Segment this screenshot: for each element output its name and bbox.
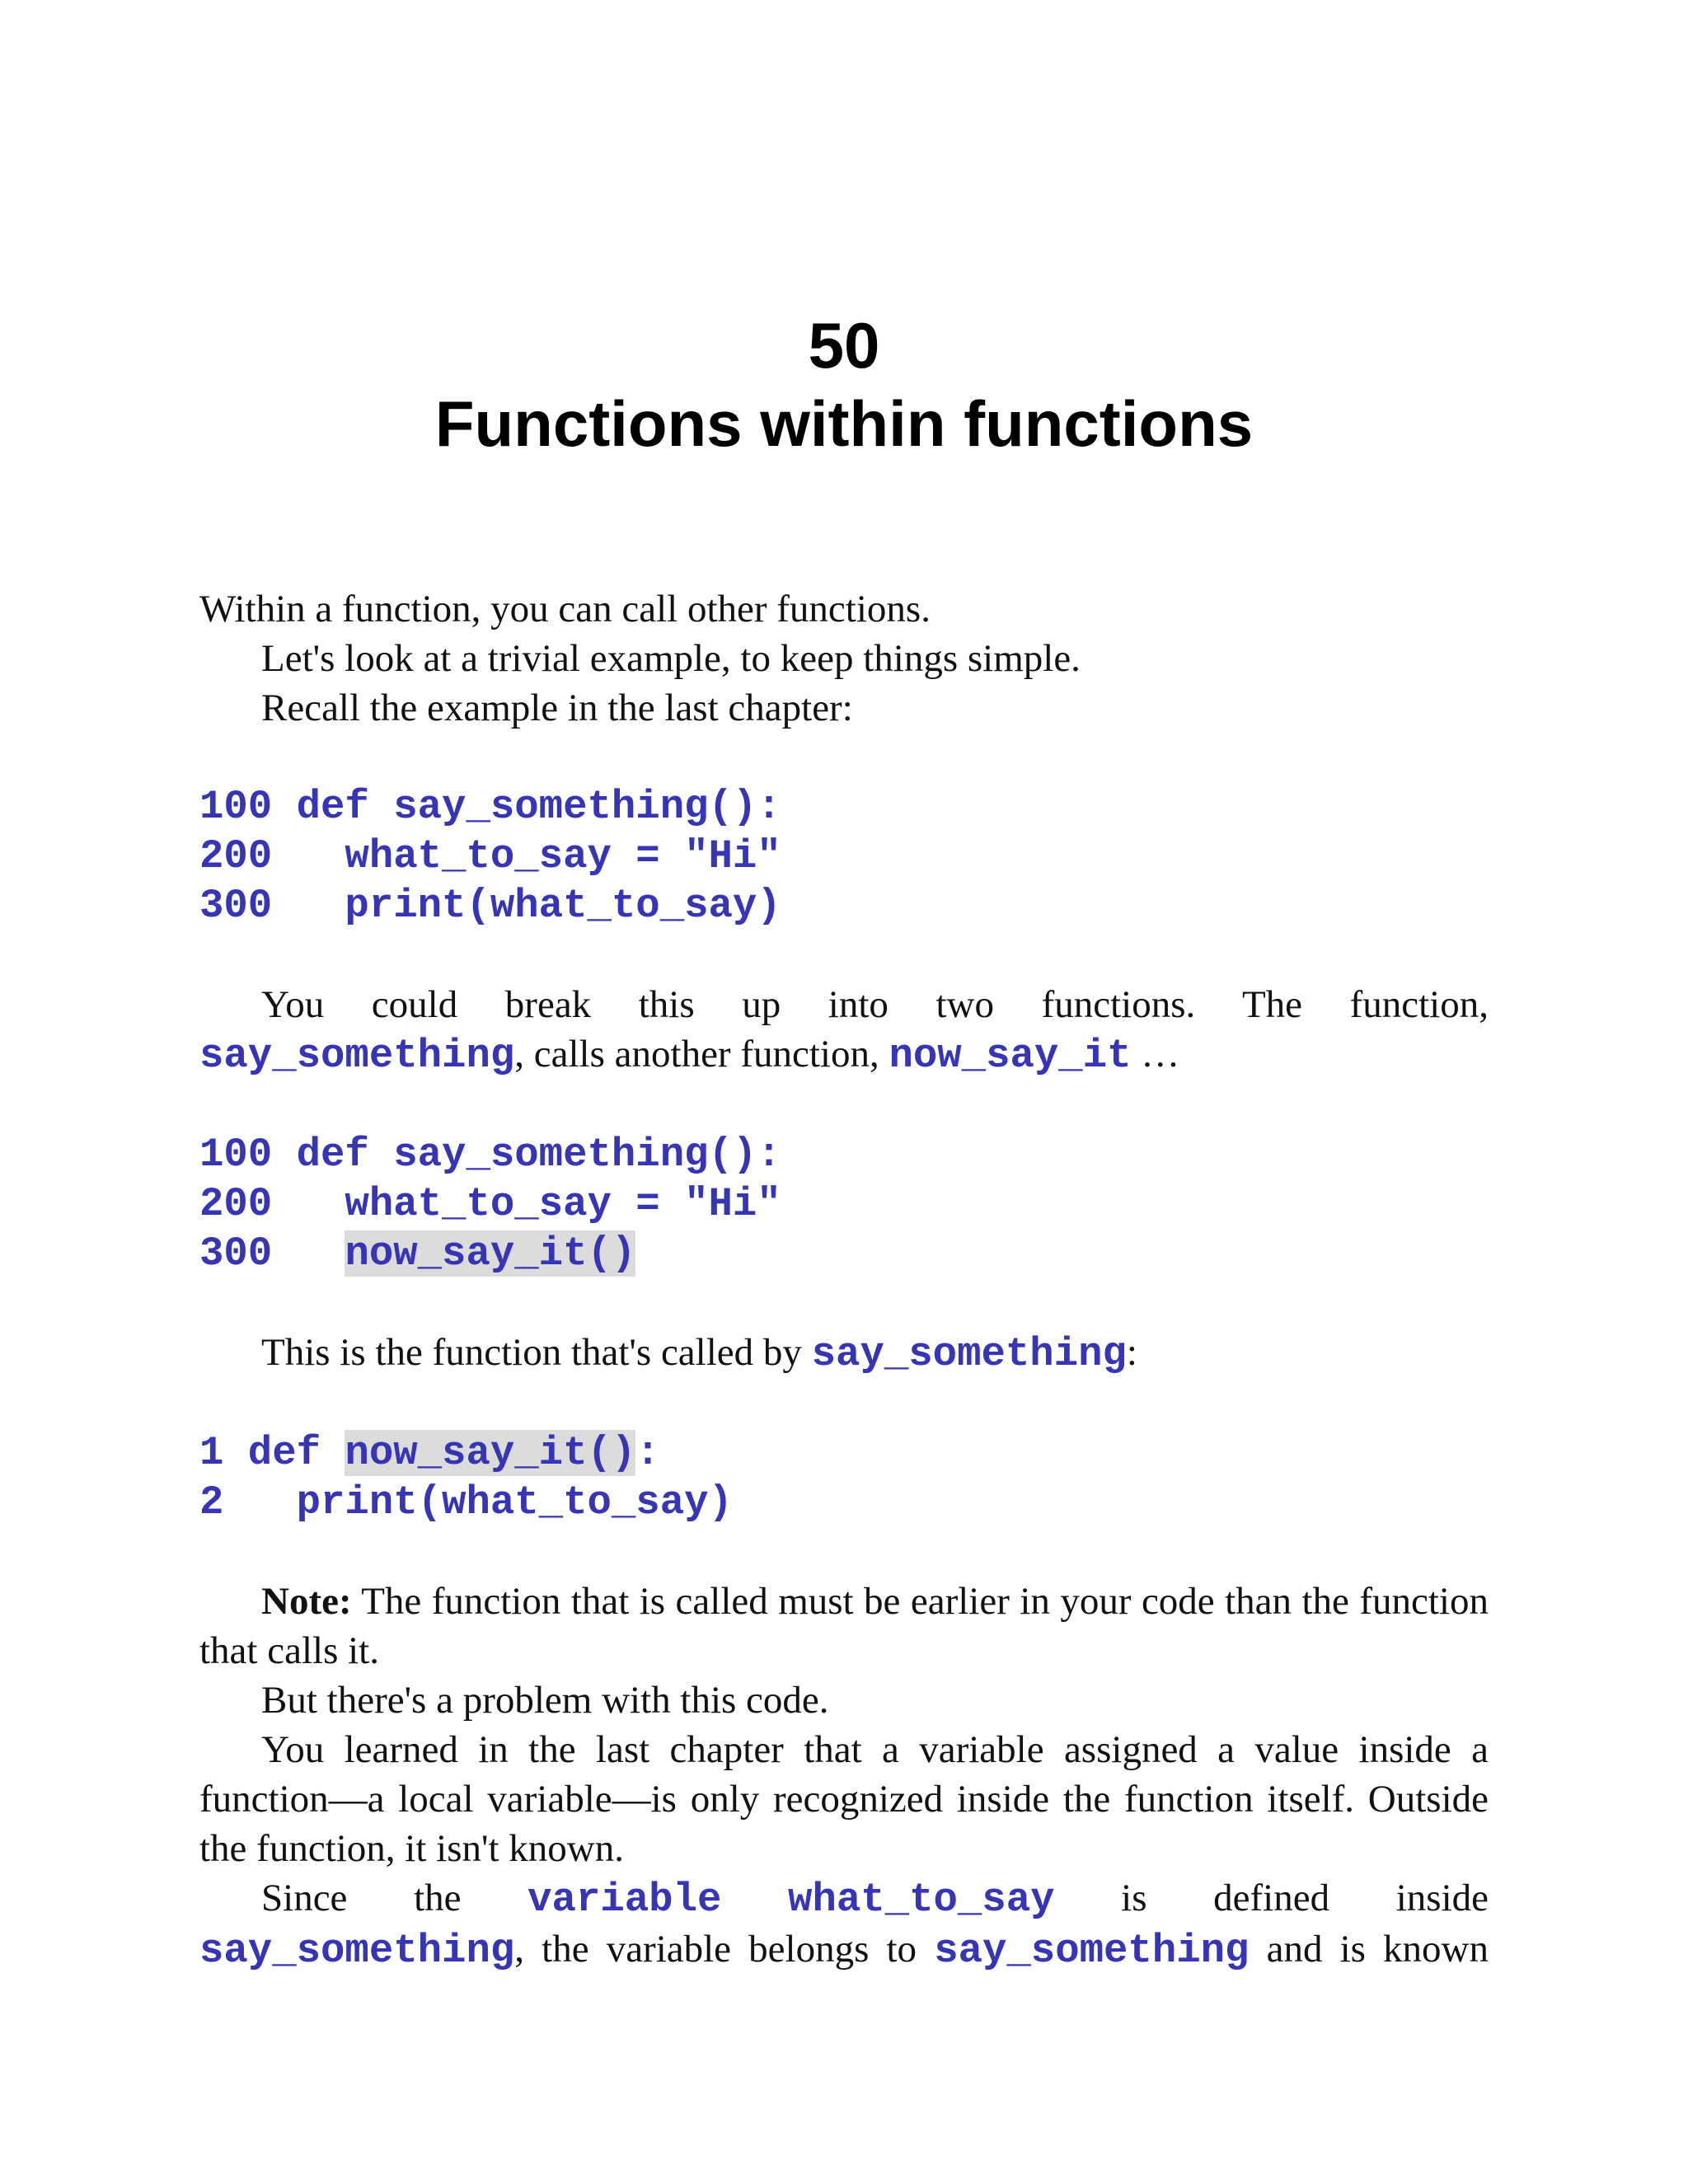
paragraph: But there's a problem with this code.: [261, 1679, 829, 1722]
code-line: 100 def say_something():: [199, 784, 781, 830]
inline-code: now_say_it: [889, 1033, 1132, 1079]
paragraph: You could break this up into two functions. The function,: [261, 983, 1489, 1026]
code-line: 200 what_to_say = "Hi": [199, 1181, 781, 1227]
chapter-number: 50: [808, 309, 880, 382]
code-line: 300 now_say_it(): [199, 1230, 636, 1277]
code-line: 1 def now_say_it():: [199, 1430, 660, 1476]
code-block: [199, 1130, 1489, 1278]
paragraph: say_something, calls another function, now_say_it …: [199, 1033, 1180, 1079]
paragraph: This is the function that's called by say_something:: [261, 1331, 1137, 1377]
paragraph: Within a function, you can call other functions.: [199, 588, 931, 630]
highlighted-code: now_say_it(): [345, 1430, 636, 1476]
paragraph: Note: The function that is called must be earlier in your code than the function that calls it.: [199, 1580, 1489, 1672]
paragraph: Let's look at a trivial example, to keep things simple.: [261, 637, 1081, 680]
inline-code: say_something: [934, 1928, 1250, 1974]
code-line: 2 print(what_to_say): [199, 1479, 733, 1526]
code-block: [199, 782, 1489, 930]
inline-code: say_something: [811, 1331, 1127, 1377]
note-label: Note:: [261, 1580, 352, 1623]
paragraph: You learned in the last chapter that a variable assigned a value inside a function—a local variable—is only recognized inside the function itself. Outside the function, it isn't known.: [199, 1728, 1489, 1870]
code-line: 200 what_to_say = "Hi": [199, 833, 781, 879]
paragraph: Recall the example in the last chapter:: [261, 687, 853, 729]
body-text: [199, 584, 1489, 1975]
code-line: 300 print(what_to_say): [199, 883, 781, 929]
inline-code: what_to_say: [788, 1877, 1055, 1923]
highlighted-code: now_say_it(): [345, 1230, 636, 1277]
inline-code: say_something: [199, 1928, 515, 1974]
code-line: 100 def say_something():: [199, 1132, 781, 1178]
paragraph: say_something, the variable belongs to say_something and is known: [199, 1928, 1489, 1974]
chapter-title: Functions within functions: [434, 387, 1254, 460]
inline-code: variable: [528, 1877, 722, 1923]
paragraph: Since the variable what_to_say is defined inside: [261, 1877, 1489, 1923]
inline-code: say_something: [199, 1033, 515, 1079]
code-block: [199, 1428, 1489, 1527]
